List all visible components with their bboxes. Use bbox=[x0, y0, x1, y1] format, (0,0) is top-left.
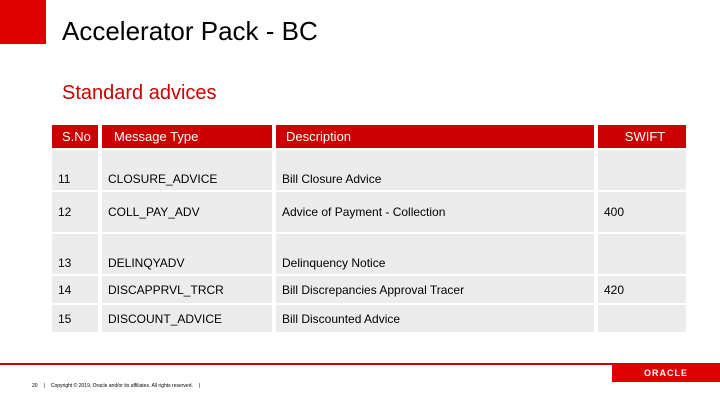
cell-message-type: DISCOUNT_ADVICE bbox=[102, 305, 272, 332]
cell-sno: 12 bbox=[52, 192, 98, 232]
table-row bbox=[52, 192, 686, 232]
cell-sno: 15 bbox=[52, 305, 98, 332]
copyright-text: Copyright © 2019, Oracle and/or its affiliates. All rights reserved. bbox=[50, 383, 193, 389]
footer-separator: | bbox=[43, 383, 45, 389]
cell-swift bbox=[598, 234, 686, 274]
table-header-row bbox=[52, 125, 686, 148]
cell-sno: 13 bbox=[52, 234, 98, 274]
cell-message-type: DISCAPPRVL_TRCR bbox=[102, 276, 272, 303]
cell-message-type: CLOSURE_ADVICE bbox=[102, 150, 272, 190]
cell-description: Bill Discounted Advice bbox=[276, 305, 594, 332]
cell-description: Bill Discrepancies Approval Tracer bbox=[276, 276, 594, 303]
cell-swift: 420 bbox=[598, 276, 686, 303]
cell-swift bbox=[598, 305, 686, 332]
table-row bbox=[52, 150, 686, 190]
footer bbox=[32, 383, 206, 389]
table-row bbox=[52, 305, 686, 332]
column-header-sno: S.No bbox=[52, 125, 98, 148]
cell-message-type: DELINQYADV bbox=[102, 234, 272, 274]
page-number: 20 bbox=[32, 383, 38, 389]
footer-separator: | bbox=[198, 383, 201, 389]
page-title: Accelerator Pack - BC bbox=[62, 16, 318, 46]
oracle-logo: ORACLE bbox=[612, 364, 720, 382]
table-row bbox=[52, 276, 686, 303]
cell-message-type: COLL_PAY_ADV bbox=[102, 192, 272, 232]
cell-swift bbox=[598, 150, 686, 190]
section-subtitle: Standard advices bbox=[62, 82, 217, 104]
cell-swift: 400 bbox=[598, 192, 686, 232]
column-header-description: Description bbox=[276, 125, 594, 148]
cell-description: Advice of Payment - Collection bbox=[276, 192, 594, 232]
cell-description: Delinquency Notice bbox=[276, 234, 594, 274]
cell-sno: 11 bbox=[52, 150, 98, 190]
cell-description: Bill Closure Advice bbox=[276, 150, 594, 190]
column-header-swift: SWIFT bbox=[598, 125, 686, 148]
title-accent-bar bbox=[0, 0, 46, 44]
cell-sno: 14 bbox=[52, 276, 98, 303]
advices-table bbox=[52, 125, 686, 332]
column-header-message-type: Message Type bbox=[102, 125, 272, 148]
table-row bbox=[52, 234, 686, 274]
